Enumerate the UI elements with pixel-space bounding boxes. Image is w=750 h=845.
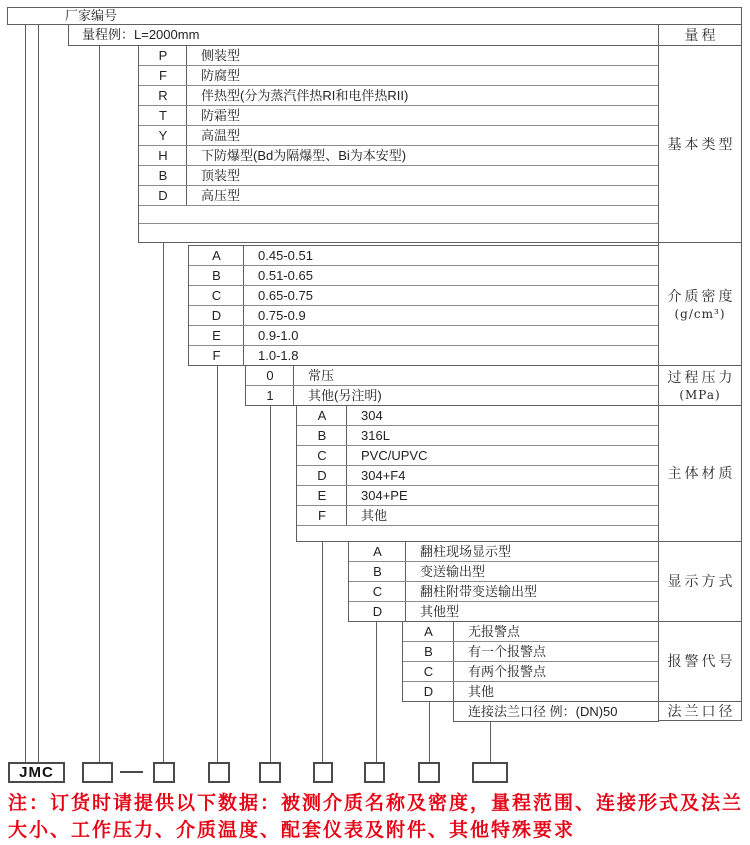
connector-line: [429, 701, 430, 762]
option-code: [139, 206, 187, 224]
option-desc: 常压: [308, 368, 335, 383]
option-desc: 304: [361, 408, 383, 423]
manufacturer-number-box: [7, 7, 742, 25]
option-table: [245, 365, 659, 406]
model-code-separator: [120, 771, 143, 773]
option-desc: 0.65-0.75: [258, 288, 313, 303]
category-cell: [659, 406, 741, 542]
category-cell: [659, 622, 741, 702]
option-desc: 0.75-0.9: [258, 308, 306, 323]
option-code: C: [211, 288, 222, 303]
manufacturer-number-label: 厂家编号: [65, 8, 118, 23]
model-code-box: [418, 762, 440, 783]
option-table: [402, 621, 659, 702]
option-desc: 伴热型(分为蒸汽伴热RI和电伴热RII): [201, 88, 409, 103]
option-code: 1: [266, 388, 274, 403]
model-prefix-box: [8, 762, 65, 783]
option-code: D: [423, 684, 434, 699]
connector-line: [25, 24, 26, 762]
option-desc: [361, 526, 658, 542]
option-desc: 304+F4: [361, 468, 406, 483]
option-desc: PVC/UPVC: [361, 448, 428, 463]
category-label: 量程: [684, 27, 719, 44]
option-desc: 连接法兰口径 例：(DN)50: [468, 704, 618, 719]
connector-line: [38, 24, 39, 762]
option-code: P: [158, 48, 168, 63]
model-code-box: [313, 762, 333, 783]
category-cell: [659, 702, 741, 722]
category-label: 过程压力: [667, 370, 736, 386]
option-desc: [201, 224, 658, 243]
model-code-box: [259, 762, 281, 783]
option-desc: 无报警点: [468, 624, 521, 639]
option-desc: 0.45-0.51: [258, 248, 313, 263]
option-code: A: [317, 408, 327, 423]
option-desc: 0.9-1.0: [258, 328, 299, 343]
option-code: D: [158, 188, 168, 203]
option-code: F: [159, 68, 167, 83]
order-note-line: 注：订货时请提供以下数据：被测介质名称及密度，量程范围、连接形式及法兰: [8, 793, 744, 814]
option-code: D: [372, 604, 383, 619]
option-desc: 304+PE: [361, 488, 408, 503]
option-desc: 变送输出型: [420, 564, 486, 579]
option-code: [297, 526, 347, 542]
option-code: B: [373, 564, 382, 579]
option-desc: 其他: [468, 684, 495, 699]
option-desc: 0.51-0.65: [258, 268, 313, 283]
option-desc: 1.0-1.8: [258, 348, 299, 363]
option-code: D: [211, 308, 222, 323]
option-code: B: [317, 428, 327, 443]
option-desc: 侧装型: [201, 48, 241, 63]
option-code: B: [212, 268, 221, 283]
option-desc: 翻柱附带变送输出型: [420, 584, 538, 599]
option-desc: 其他型: [420, 604, 460, 619]
option-code: C: [317, 448, 327, 463]
option-code: C: [423, 664, 434, 679]
option-desc: 高温型: [201, 128, 241, 143]
option-code: B: [424, 644, 433, 659]
option-code: B: [158, 168, 168, 183]
option-code: F: [318, 508, 326, 523]
order-note: [8, 790, 750, 844]
option-desc: 防霜型: [201, 108, 241, 123]
connector-line: [322, 541, 323, 762]
category-label: 基本类型: [667, 136, 736, 153]
option-table: [188, 245, 659, 366]
range-example-text: 量程例：L=2000mm: [82, 27, 200, 42]
option-desc: [201, 206, 658, 224]
option-code: E: [212, 328, 221, 343]
category-column: [658, 24, 742, 721]
category-label: 报警代号: [667, 654, 736, 670]
option-code: A: [212, 248, 221, 263]
option-code: E: [317, 488, 327, 503]
category-cell: [659, 366, 741, 406]
category-label: 主体材质: [667, 466, 736, 482]
option-code: R: [158, 88, 168, 103]
category-cell: [659, 542, 741, 622]
option-code: H: [158, 148, 168, 163]
option-code: D: [317, 468, 327, 483]
option-desc: 防腐型: [201, 68, 241, 83]
model-code-box: [208, 762, 230, 783]
category-label: 法兰口径: [667, 704, 736, 720]
connector-line: [270, 405, 271, 762]
option-table: [296, 405, 659, 542]
connector-line: [376, 621, 377, 762]
model-code-box: [364, 762, 385, 783]
range-example-row: [68, 24, 659, 46]
category-label: (g/cm³): [674, 306, 726, 321]
option-desc: 翻柱现场显示型: [420, 544, 512, 559]
category-cell: [659, 46, 741, 243]
category-label: 介质密度: [667, 288, 736, 305]
option-code: C: [372, 584, 383, 599]
option-code: A: [424, 624, 433, 639]
model-prefix-label: JMC: [19, 764, 54, 781]
category-label: 显示方式: [667, 574, 736, 590]
option-code: 0: [266, 368, 274, 383]
connector-line: [99, 46, 100, 762]
option-desc: 顶装型: [201, 168, 241, 183]
option-desc: 其他: [361, 508, 388, 523]
option-code: F: [212, 348, 221, 363]
order-note-line: 大小、工作压力、介质温度、配套仪表及附件、其他特殊要求: [8, 820, 576, 841]
connector-line: [163, 242, 164, 762]
option-code: [139, 224, 187, 243]
option-table: [453, 701, 659, 722]
model-code-box: [472, 762, 508, 783]
option-code: Y: [158, 128, 168, 143]
option-desc: 有一个报警点: [468, 644, 547, 659]
option-desc: 有两个报警点: [468, 664, 547, 679]
connector-line: [217, 365, 218, 762]
model-code-box: [82, 762, 113, 783]
option-desc: 下防爆型(Bd为隔爆型、Bi为本安型): [201, 148, 407, 163]
category-cell: [659, 243, 741, 366]
option-desc: 其他(另注明): [308, 388, 382, 403]
option-table: [348, 541, 659, 622]
option-desc: 316L: [361, 428, 390, 443]
category-label: (MPa): [679, 388, 721, 402]
option-table: [138, 45, 659, 243]
category-cell: [659, 25, 741, 46]
option-code: A: [373, 544, 382, 559]
connector-line: [490, 721, 491, 762]
option-desc: 高压型: [201, 188, 241, 203]
model-code-box: [153, 762, 175, 783]
option-code: T: [159, 108, 167, 123]
